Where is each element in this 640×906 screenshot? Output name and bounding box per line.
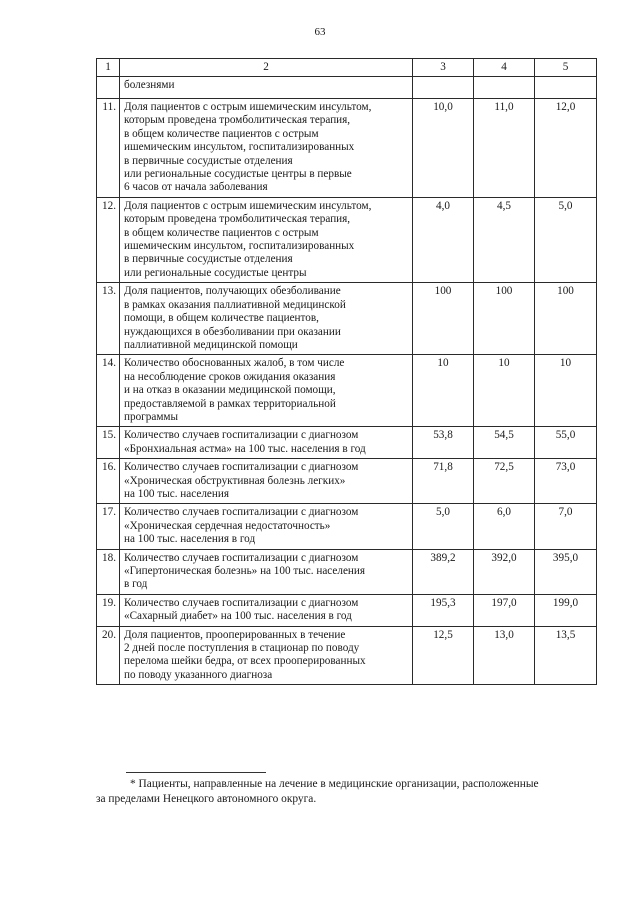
indicator-name: Доля пациентов с острым ишемическим инсультом, которым проведена тромболитическая терапия, в общем количестве пациентов с острым ишемическим инсультом, госпитализированных в первичные сосудистые отделения или региональные сосудистые центры bbox=[120, 197, 413, 282]
column-header-2: 2 bbox=[120, 59, 413, 77]
table-row bbox=[97, 283, 597, 355]
value-cell bbox=[474, 77, 535, 99]
value-col-5: 100 bbox=[535, 283, 597, 355]
indicator-name: Количество случаев госпитализации с диагнозом «Хроническая обструктивная болезнь легких» на 100 тыс. населения bbox=[120, 459, 413, 504]
value-col-3: 12,5 bbox=[413, 626, 474, 685]
value-col-5: 5,0 bbox=[535, 197, 597, 282]
column-header-1: 1 bbox=[97, 59, 120, 77]
value-col-4: 6,0 bbox=[474, 504, 535, 549]
value-col-4: 11,0 bbox=[474, 99, 535, 198]
row-number: 12. bbox=[97, 197, 120, 282]
indicator-name: Количество случаев госпитализации с диагнозом «Сахарный диабет» на 100 тыс. населения в год bbox=[120, 594, 413, 626]
value-col-5: 13,5 bbox=[535, 626, 597, 685]
indicators-table bbox=[96, 58, 597, 685]
value-col-4: 197,0 bbox=[474, 594, 535, 626]
value-col-5: 73,0 bbox=[535, 459, 597, 504]
value-col-3: 10 bbox=[413, 355, 474, 427]
value-col-4: 13,0 bbox=[474, 626, 535, 685]
value-col-3: 5,0 bbox=[413, 504, 474, 549]
value-col-5: 7,0 bbox=[535, 504, 597, 549]
value-cell bbox=[413, 77, 474, 99]
value-col-3: 53,8 bbox=[413, 427, 474, 459]
column-header-3: 3 bbox=[413, 59, 474, 77]
table-row bbox=[97, 504, 597, 549]
value-col-4: 100 bbox=[474, 283, 535, 355]
indicator-name: Доля пациентов, прооперированных в течение 2 дней после поступления в стационар по поводу перелома шейки бедра, от всех прооперированных по поводу указанного диагноза bbox=[120, 626, 413, 685]
indicator-name: Количество обоснованных жалоб, в том числе на несоблюдение сроков ожидания оказания и на отказ в оказании медицинской помощи, предоставляемой в рамках территориальной программы bbox=[120, 355, 413, 427]
table-row bbox=[97, 197, 597, 282]
row-number: 11. bbox=[97, 99, 120, 198]
value-col-4: 4,5 bbox=[474, 197, 535, 282]
indicator-name: Количество случаев госпитализации с диагнозом «Хроническая сердечная недостаточность» на 100 тыс. населения в год bbox=[120, 504, 413, 549]
indicator-name: Доля пациентов, получающих обезболивание в рамках оказания паллиативной медицинской помощи, в общем количестве пациентов, нуждающихся в обезболивании при оказании паллиативной медицинской помощи bbox=[120, 283, 413, 355]
table-row bbox=[97, 459, 597, 504]
value-col-5: 199,0 bbox=[535, 594, 597, 626]
row-number: 13. bbox=[97, 283, 120, 355]
value-col-3: 100 bbox=[413, 283, 474, 355]
table-header-row bbox=[97, 59, 597, 77]
column-header-5: 5 bbox=[535, 59, 597, 77]
table-row bbox=[97, 99, 597, 198]
indicator-name: Количество случаев госпитализации с диагнозом «Гипертоническая болезнь» на 100 тыс. населения в год bbox=[120, 549, 413, 594]
table-row bbox=[97, 427, 597, 459]
row-number: 17. bbox=[97, 504, 120, 549]
value-col-5: 55,0 bbox=[535, 427, 597, 459]
continuation-row bbox=[97, 77, 597, 99]
value-col-3: 10,0 bbox=[413, 99, 474, 198]
value-col-5: 10 bbox=[535, 355, 597, 427]
value-col-4: 72,5 bbox=[474, 459, 535, 504]
row-number-cell bbox=[97, 77, 120, 99]
value-col-4: 392,0 bbox=[474, 549, 535, 594]
value-col-5: 12,0 bbox=[535, 99, 597, 198]
row-number: 15. bbox=[97, 427, 120, 459]
table-row bbox=[97, 594, 597, 626]
row-number: 16. bbox=[97, 459, 120, 504]
table-row bbox=[97, 626, 597, 685]
value-col-4: 10 bbox=[474, 355, 535, 427]
footnote-line-2: за пределами Ненецкого автономного округа. bbox=[96, 793, 317, 805]
row-number: 14. bbox=[97, 355, 120, 427]
value-col-5: 395,0 bbox=[535, 549, 597, 594]
page-number: 63 bbox=[314, 26, 326, 38]
indicator-name: Количество случаев госпитализации с диагнозом «Бронхиальная астма» на 100 тыс. населения в год bbox=[120, 427, 413, 459]
column-header-4: 4 bbox=[474, 59, 535, 77]
row-number: 20. bbox=[97, 626, 120, 685]
value-col-3: 389,2 bbox=[413, 549, 474, 594]
footnote-divider bbox=[126, 772, 266, 773]
footnote-line-1: * Пациенты, направленные на лечение в медицинские организации, расположенные bbox=[130, 778, 539, 790]
row-number: 18. bbox=[97, 549, 120, 594]
value-col-3: 4,0 bbox=[413, 197, 474, 282]
row-number: 19. bbox=[97, 594, 120, 626]
indicator-name: Доля пациентов с острым ишемическим инсультом, которым проведена тромболитическая терапия, в общем количестве пациентов с острым ишемическим инсультом, госпитализированных в первичные сосудистые отделения или региональные сосудистые центры в первые 6 часов от начала заболевания bbox=[120, 99, 413, 198]
table-row bbox=[97, 355, 597, 427]
footnote bbox=[96, 777, 596, 807]
continuation-text: болезнями bbox=[120, 77, 413, 99]
value-col-4: 54,5 bbox=[474, 427, 535, 459]
table-row bbox=[97, 549, 597, 594]
value-col-3: 71,8 bbox=[413, 459, 474, 504]
value-col-3: 195,3 bbox=[413, 594, 474, 626]
value-cell bbox=[535, 77, 597, 99]
